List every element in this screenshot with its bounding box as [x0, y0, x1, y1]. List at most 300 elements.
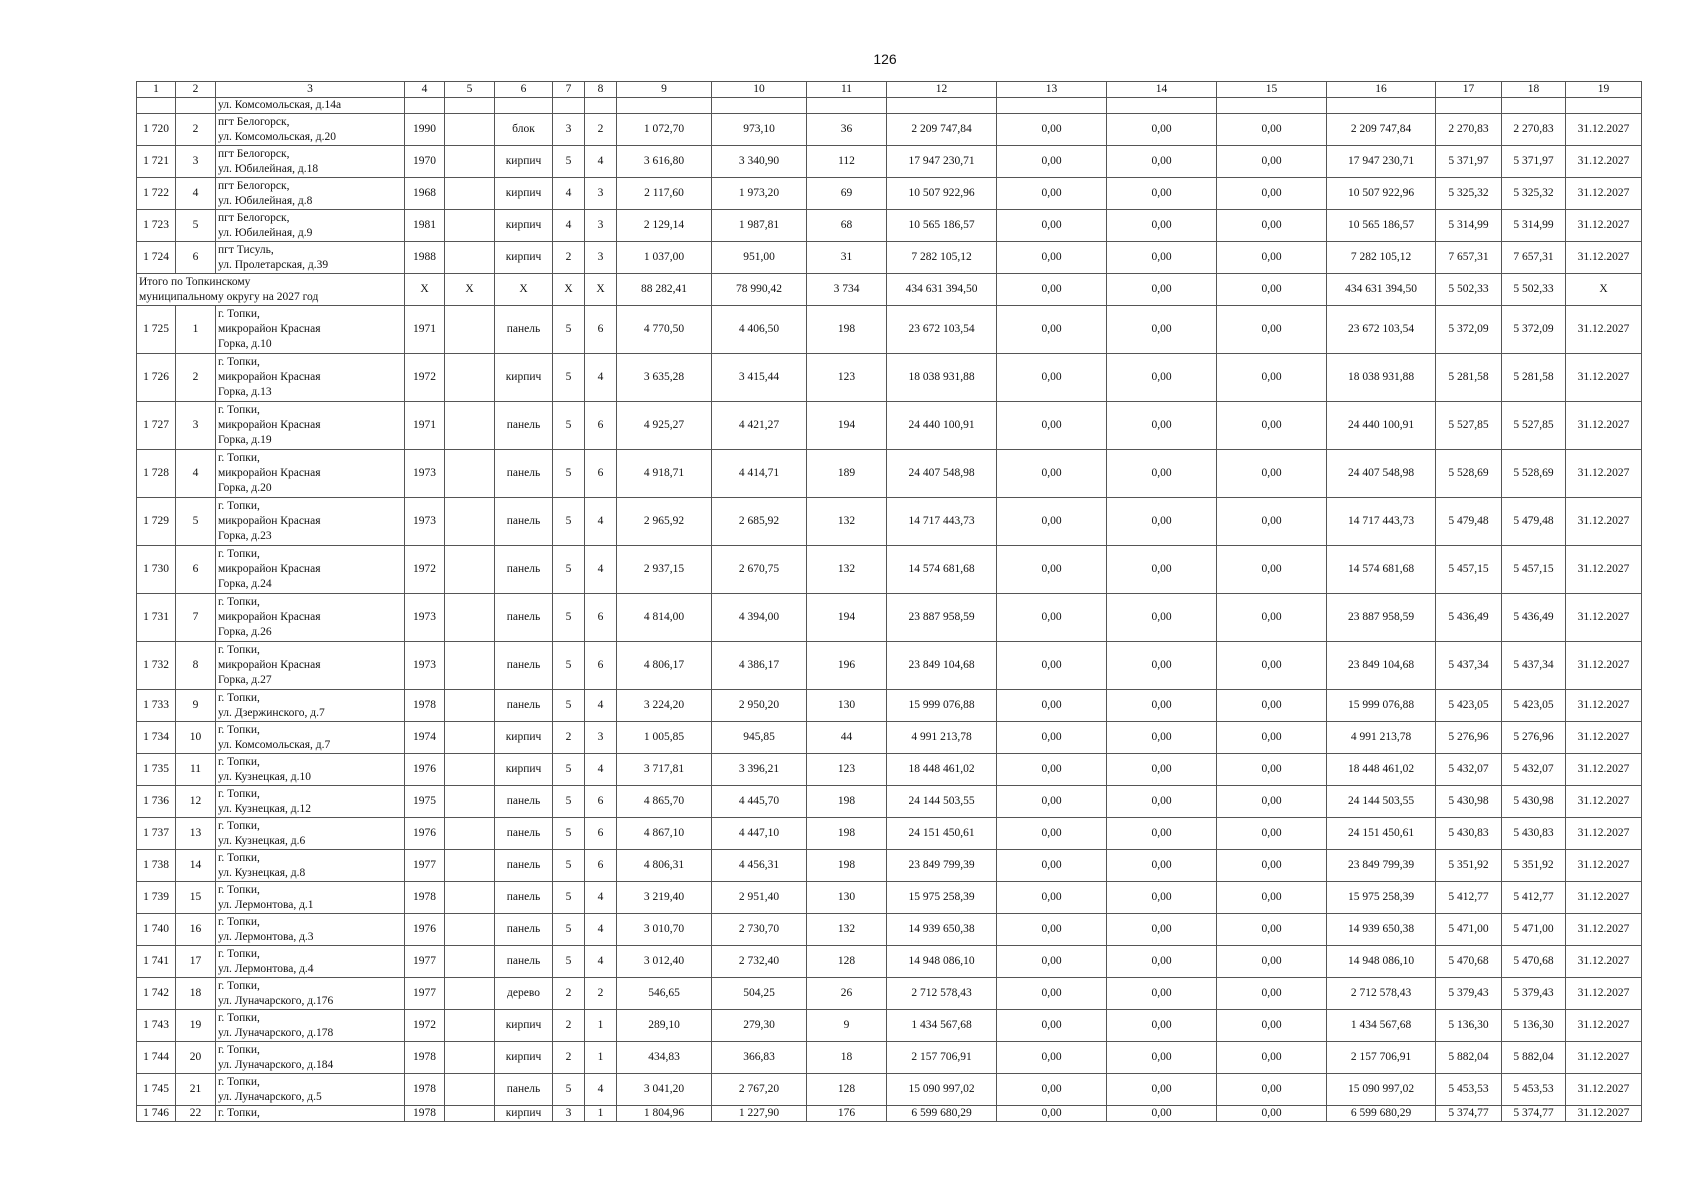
column-number-header: 1: [137, 82, 176, 98]
table-cell: [445, 210, 495, 242]
table-cell: 0,00: [997, 914, 1107, 946]
table-cell: 2 129,14: [617, 210, 712, 242]
table-cell: 0,00: [997, 274, 1107, 306]
table-cell: 5 136,30: [1436, 1010, 1502, 1042]
table-cell: 0,00: [1107, 722, 1217, 754]
table-cell: кирпич: [495, 1042, 553, 1074]
table-cell: X: [445, 274, 495, 306]
table-cell: 5 276,96: [1502, 722, 1566, 754]
table-cell: 194: [807, 402, 887, 450]
address-cell: г. Топки, ул. Лермонтова, д.3: [216, 914, 405, 946]
table-cell: [445, 146, 495, 178]
table-cell: 4 445,70: [712, 786, 807, 818]
table-cell: 5 436,49: [1436, 594, 1502, 642]
table-cell: панель: [495, 946, 553, 978]
table-cell: панель: [495, 498, 553, 546]
table-cell: 31.12.2027: [1566, 722, 1642, 754]
table-cell: 0,00: [1217, 306, 1327, 354]
table-row: [137, 402, 1642, 450]
table-cell: 5 281,58: [1502, 354, 1566, 402]
table-cell: 0,00: [1107, 754, 1217, 786]
table-cell: 7 282 105,12: [1327, 242, 1436, 274]
table-cell: 5: [553, 146, 585, 178]
table-cell: 5 379,43: [1436, 978, 1502, 1010]
table-cell: 5 372,09: [1502, 306, 1566, 354]
table-row: [137, 594, 1642, 642]
table-cell: 3: [553, 114, 585, 146]
table-cell: 4: [585, 498, 617, 546]
table-cell: 31.12.2027: [1566, 546, 1642, 594]
table-cell: 0,00: [1217, 210, 1327, 242]
column-number-header: 11: [807, 82, 887, 98]
table-cell: 6: [585, 450, 617, 498]
table-cell: 2 117,60: [617, 178, 712, 210]
table-cell: [445, 1010, 495, 1042]
table-row: [137, 1010, 1642, 1042]
table-cell: 23 672 103,54: [1327, 306, 1436, 354]
table-cell: 31.12.2027: [1566, 242, 1642, 274]
table-cell: 6: [585, 786, 617, 818]
table-row: [137, 818, 1642, 850]
table-cell: 1973: [405, 450, 445, 498]
table-cell: [1107, 98, 1217, 114]
table-cell: 434 631 394,50: [1327, 274, 1436, 306]
table-cell: 5 325,32: [1502, 178, 1566, 210]
table-cell: кирпич: [495, 754, 553, 786]
table-cell: 3 012,40: [617, 946, 712, 978]
table-cell: 23 672 103,54: [887, 306, 997, 354]
table-cell: 6: [585, 850, 617, 882]
table-cell: 0,00: [1107, 114, 1217, 146]
table-cell: [445, 818, 495, 850]
table-cell: 1 726: [137, 354, 176, 402]
table-cell: 5: [553, 690, 585, 722]
table-cell: 0,00: [1107, 498, 1217, 546]
table-cell: 0,00: [1217, 450, 1327, 498]
table-cell: 0,00: [1217, 1042, 1327, 1074]
address-cell: г. Топки, микрорайон Красная Горка, д.27: [216, 642, 405, 690]
address-cell: г. Топки, микрорайон Красная Горка, д.19: [216, 402, 405, 450]
table-cell: 2 712 578,43: [887, 978, 997, 1010]
table-cell: 3 415,44: [712, 354, 807, 402]
table-cell: 0,00: [1107, 546, 1217, 594]
table-cell: [176, 98, 216, 114]
table-cell: 0,00: [997, 850, 1107, 882]
table-cell: 5 453,53: [1436, 1074, 1502, 1106]
table-cell: 5 527,85: [1436, 402, 1502, 450]
table-cell: 5: [553, 882, 585, 914]
table-cell: 68: [807, 210, 887, 242]
table-cell: 1 005,85: [617, 722, 712, 754]
column-number-header: 13: [997, 82, 1107, 98]
table-cell: 1: [176, 306, 216, 354]
table-cell: [445, 882, 495, 914]
table-cell: [1436, 98, 1502, 114]
table-cell: [887, 98, 997, 114]
table-cell: кирпич: [495, 146, 553, 178]
table-cell: 31.12.2027: [1566, 1074, 1642, 1106]
table-cell: 4 386,17: [712, 642, 807, 690]
table-cell: 18: [176, 978, 216, 1010]
table-cell: 3: [585, 242, 617, 274]
table-cell: 123: [807, 754, 887, 786]
table-cell: 130: [807, 882, 887, 914]
table-cell: 1977: [405, 978, 445, 1010]
table-cell: 31.12.2027: [1566, 882, 1642, 914]
table-row: [137, 114, 1642, 146]
table-cell: 194: [807, 594, 887, 642]
table-cell: 31.12.2027: [1566, 1106, 1642, 1122]
table-cell: 2 157 706,91: [887, 1042, 997, 1074]
table-cell: 1 734: [137, 722, 176, 754]
table-cell: 5 457,15: [1502, 546, 1566, 594]
table-cell: 0,00: [997, 306, 1107, 354]
table-cell: 3: [585, 722, 617, 754]
table-cell: 31.12.2027: [1566, 818, 1642, 850]
table-cell: 1: [585, 1106, 617, 1122]
table-cell: 14 948 086,10: [1327, 946, 1436, 978]
table-cell: 0,00: [1107, 402, 1217, 450]
table-cell: 1976: [405, 914, 445, 946]
table-cell: 1 741: [137, 946, 176, 978]
table-cell: 15 090 997,02: [887, 1074, 997, 1106]
table-cell: 5: [553, 354, 585, 402]
table-row: [137, 642, 1642, 690]
table-cell: 5 374,77: [1436, 1106, 1502, 1122]
table-cell: 6: [176, 242, 216, 274]
table-cell: 31.12.2027: [1566, 1010, 1642, 1042]
table-cell: 31.12.2027: [1566, 306, 1642, 354]
table-cell: 0,00: [1107, 210, 1217, 242]
table-row: [137, 98, 1642, 114]
table-cell: 5: [553, 546, 585, 594]
table-cell: 6 599 680,29: [1327, 1106, 1436, 1122]
table-cell: 0,00: [1107, 786, 1217, 818]
table-cell: панель: [495, 914, 553, 946]
table-cell: 0,00: [997, 754, 1107, 786]
table-cell: 2 712 578,43: [1327, 978, 1436, 1010]
table-cell: 5 276,96: [1436, 722, 1502, 754]
table-row: [137, 1074, 1642, 1106]
table-cell: 23 887 958,59: [1327, 594, 1436, 642]
table-cell: 7 657,31: [1436, 242, 1502, 274]
table-cell: 112: [807, 146, 887, 178]
table-cell: панель: [495, 818, 553, 850]
table-cell: 5 470,68: [1502, 946, 1566, 978]
table-cell: кирпич: [495, 242, 553, 274]
table-cell: 176: [807, 1106, 887, 1122]
table-cell: 3 010,70: [617, 914, 712, 946]
table-cell: 6: [585, 402, 617, 450]
table-cell: 31.12.2027: [1566, 354, 1642, 402]
table-cell: 198: [807, 818, 887, 850]
table-cell: 14 717 443,73: [887, 498, 997, 546]
table-cell: 2 157 706,91: [1327, 1042, 1436, 1074]
table-row: [137, 786, 1642, 818]
address-cell: пгт Белогорск, ул. Юбилейная, д.9: [216, 210, 405, 242]
table-cell: 0,00: [1217, 850, 1327, 882]
column-number-header: 12: [887, 82, 997, 98]
table-cell: 0,00: [997, 722, 1107, 754]
table-cell: 4: [585, 546, 617, 594]
column-number-header: 19: [1566, 82, 1642, 98]
table-cell: [445, 1042, 495, 1074]
table-cell: 5 436,49: [1502, 594, 1566, 642]
address-cell: пгт Белогорск, ул. Комсомольская, д.20: [216, 114, 405, 146]
table-cell: 5: [553, 946, 585, 978]
column-number-header: 15: [1217, 82, 1327, 98]
table-cell: 2 951,40: [712, 882, 807, 914]
table-cell: [445, 98, 495, 114]
table-cell: 31.12.2027: [1566, 914, 1642, 946]
column-number-header: 5: [445, 82, 495, 98]
table-cell: 3 616,80: [617, 146, 712, 178]
table-cell: 1 227,90: [712, 1106, 807, 1122]
table-cell: 1976: [405, 818, 445, 850]
table-cell: 16: [176, 914, 216, 946]
table-cell: 0,00: [1217, 1106, 1327, 1122]
table-cell: 0,00: [1217, 642, 1327, 690]
address-cell: г. Топки, ул. Луначарского, д.5: [216, 1074, 405, 1106]
table-row: [137, 306, 1642, 354]
table-cell: 10 507 922,96: [887, 178, 997, 210]
table-cell: 5 372,09: [1436, 306, 1502, 354]
table-cell: 1 434 567,68: [887, 1010, 997, 1042]
table-cell: 10 507 922,96: [1327, 178, 1436, 210]
table-row: [137, 722, 1642, 754]
table-cell: 4 421,27: [712, 402, 807, 450]
table-cell: 1 742: [137, 978, 176, 1010]
table-cell: 5: [553, 914, 585, 946]
table-cell: [445, 786, 495, 818]
page-number: 126: [873, 51, 897, 67]
table-cell: 5 882,04: [1502, 1042, 1566, 1074]
table-cell: 8: [176, 642, 216, 690]
table-cell: 3 635,28: [617, 354, 712, 402]
table-cell: 31.12.2027: [1566, 210, 1642, 242]
table-cell: 4: [585, 914, 617, 946]
table-cell: 0,00: [1217, 914, 1327, 946]
table-cell: 13: [176, 818, 216, 850]
table-cell: [585, 98, 617, 114]
table-cell: 1 721: [137, 146, 176, 178]
table-cell: 0,00: [997, 450, 1107, 498]
table-cell: 5 325,32: [1436, 178, 1502, 210]
table-cell: [445, 1074, 495, 1106]
address-cell: г. Топки, микрорайон Красная Горка, д.23: [216, 498, 405, 546]
table-cell: 6: [585, 306, 617, 354]
table-cell: 10 565 186,57: [887, 210, 997, 242]
table-cell: 1: [585, 1042, 617, 1074]
table-cell: 4 806,17: [617, 642, 712, 690]
table-cell: 0,00: [997, 1074, 1107, 1106]
table-cell: 5 430,98: [1502, 786, 1566, 818]
table-cell: 1972: [405, 546, 445, 594]
address-cell: г. Топки, ул. Дзержинского, д.7: [216, 690, 405, 722]
address-cell: г. Топки, ул. Луначарского, д.178: [216, 1010, 405, 1042]
table-cell: панель: [495, 690, 553, 722]
table-cell: 0,00: [1217, 546, 1327, 594]
housing-register-table: [136, 81, 1642, 1122]
table-cell: 1977: [405, 850, 445, 882]
table-row: [137, 178, 1642, 210]
address-cell: г. Топки, ул. Луначарского, д.176: [216, 978, 405, 1010]
table-cell: X: [405, 274, 445, 306]
address-cell: г. Топки, микрорайон Красная Горка, д.20: [216, 450, 405, 498]
table-cell: 10 565 186,57: [1327, 210, 1436, 242]
table-cell: 1 728: [137, 450, 176, 498]
table-cell: 1 744: [137, 1042, 176, 1074]
table-cell: 7: [176, 594, 216, 642]
table-cell: 15 999 076,88: [887, 690, 997, 722]
table-cell: 4: [553, 210, 585, 242]
table-cell: 24 407 548,98: [887, 450, 997, 498]
table-cell: 1 724: [137, 242, 176, 274]
table-cell: 0,00: [1217, 690, 1327, 722]
table-cell: 3: [585, 178, 617, 210]
table-cell: 15 999 076,88: [1327, 690, 1436, 722]
table-cell: 4: [585, 946, 617, 978]
table-cell: 0,00: [997, 818, 1107, 850]
table-cell: 1978: [405, 1042, 445, 1074]
table-cell: 31.12.2027: [1566, 498, 1642, 546]
table-cell: 12: [176, 786, 216, 818]
table-cell: 289,10: [617, 1010, 712, 1042]
table-cell: 5 430,83: [1502, 818, 1566, 850]
table-cell: 3: [585, 210, 617, 242]
table-cell: 546,65: [617, 978, 712, 1010]
table-cell: панель: [495, 306, 553, 354]
table-cell: 1 731: [137, 594, 176, 642]
table-cell: [445, 546, 495, 594]
table-cell: 24 144 503,55: [1327, 786, 1436, 818]
table-cell: [405, 98, 445, 114]
table-cell: 18: [807, 1042, 887, 1074]
table-cell: панель: [495, 642, 553, 690]
table-cell: 5 479,48: [1502, 498, 1566, 546]
table-cell: 4 814,00: [617, 594, 712, 642]
table-cell: 3: [176, 402, 216, 450]
table-cell: 1 732: [137, 642, 176, 690]
table-cell: 5 379,43: [1502, 978, 1566, 1010]
table-cell: 1972: [405, 354, 445, 402]
table-cell: 5 527,85: [1502, 402, 1566, 450]
table-cell: 5 471,00: [1502, 914, 1566, 946]
table-cell: 0,00: [1107, 978, 1217, 1010]
table-cell: 0,00: [1107, 818, 1217, 850]
table-cell: 4: [585, 754, 617, 786]
table-cell: 0,00: [997, 402, 1107, 450]
table-cell: 2: [553, 1010, 585, 1042]
table-cell: 1 072,70: [617, 114, 712, 146]
table-cell: 31.12.2027: [1566, 450, 1642, 498]
table-cell: 31.12.2027: [1566, 978, 1642, 1010]
table-cell: 5 281,58: [1436, 354, 1502, 402]
table-cell: 1973: [405, 642, 445, 690]
table-cell: [445, 178, 495, 210]
table-cell: [445, 978, 495, 1010]
table-cell: X: [495, 274, 553, 306]
table-cell: [553, 98, 585, 114]
column-number-header: 14: [1107, 82, 1217, 98]
table-row: [137, 242, 1642, 274]
table-cell: 0,00: [1217, 242, 1327, 274]
table-cell: 24 440 100,91: [887, 402, 997, 450]
table-cell: 5 470,68: [1436, 946, 1502, 978]
table-cell: 0,00: [997, 178, 1107, 210]
table-cell: 5: [176, 210, 216, 242]
table-cell: 5: [553, 594, 585, 642]
table-cell: 0,00: [1107, 450, 1217, 498]
table-cell: 5 457,15: [1436, 546, 1502, 594]
table-cell: 15 975 258,39: [1327, 882, 1436, 914]
table-cell: кирпич: [495, 178, 553, 210]
table-cell: 2: [176, 114, 216, 146]
table-cell: [445, 402, 495, 450]
table-cell: [445, 354, 495, 402]
table-cell: 3 224,20: [617, 690, 712, 722]
table-row: [137, 450, 1642, 498]
table-cell: 78 990,42: [712, 274, 807, 306]
table-cell: 5 502,33: [1502, 274, 1566, 306]
table-cell: 31: [807, 242, 887, 274]
table-cell: 0,00: [997, 146, 1107, 178]
table-cell: 0,00: [1217, 946, 1327, 978]
table-cell: 1975: [405, 786, 445, 818]
table-cell: 3: [176, 146, 216, 178]
table-cell: панель: [495, 546, 553, 594]
table-cell: 14 948 086,10: [887, 946, 997, 978]
table-cell: 0,00: [1107, 914, 1217, 946]
table-cell: [1327, 98, 1436, 114]
table-cell: 1973: [405, 498, 445, 546]
table-cell: 0,00: [1217, 274, 1327, 306]
table-cell: 5: [553, 786, 585, 818]
address-cell: г. Топки, ул. Комсомольская, д.7: [216, 722, 405, 754]
table-cell: 24 407 548,98: [1327, 450, 1436, 498]
table-cell: 198: [807, 306, 887, 354]
table-cell: 14 574 681,68: [1327, 546, 1436, 594]
address-cell: ул. Комсомольская, д.14а: [216, 98, 405, 114]
table-cell: 17 947 230,71: [887, 146, 997, 178]
table-cell: 31.12.2027: [1566, 114, 1642, 146]
table-cell: 0,00: [1107, 1106, 1217, 1122]
table-cell: 5 432,07: [1436, 754, 1502, 786]
table-cell: 9: [176, 690, 216, 722]
table-row: [137, 546, 1642, 594]
table-cell: 1 729: [137, 498, 176, 546]
table-cell: 23 849 799,39: [887, 850, 997, 882]
table-cell: 504,25: [712, 978, 807, 1010]
table-cell: X: [585, 274, 617, 306]
table-cell: 14 939 650,38: [1327, 914, 1436, 946]
table-cell: 4 406,50: [712, 306, 807, 354]
address-cell: г. Топки, микрорайон Красная Горка, д.24: [216, 546, 405, 594]
table-cell: 1978: [405, 690, 445, 722]
table-cell: 0,00: [997, 354, 1107, 402]
table-cell: 128: [807, 946, 887, 978]
table-cell: 6: [585, 642, 617, 690]
table-cell: 2 767,20: [712, 1074, 807, 1106]
table-cell: 1968: [405, 178, 445, 210]
table-cell: 9: [807, 1010, 887, 1042]
table-cell: 4 806,31: [617, 850, 712, 882]
table-cell: 0,00: [1107, 946, 1217, 978]
table-cell: 2 937,15: [617, 546, 712, 594]
table-cell: 2 950,20: [712, 690, 807, 722]
table-cell: панель: [495, 882, 553, 914]
table-cell: 198: [807, 786, 887, 818]
